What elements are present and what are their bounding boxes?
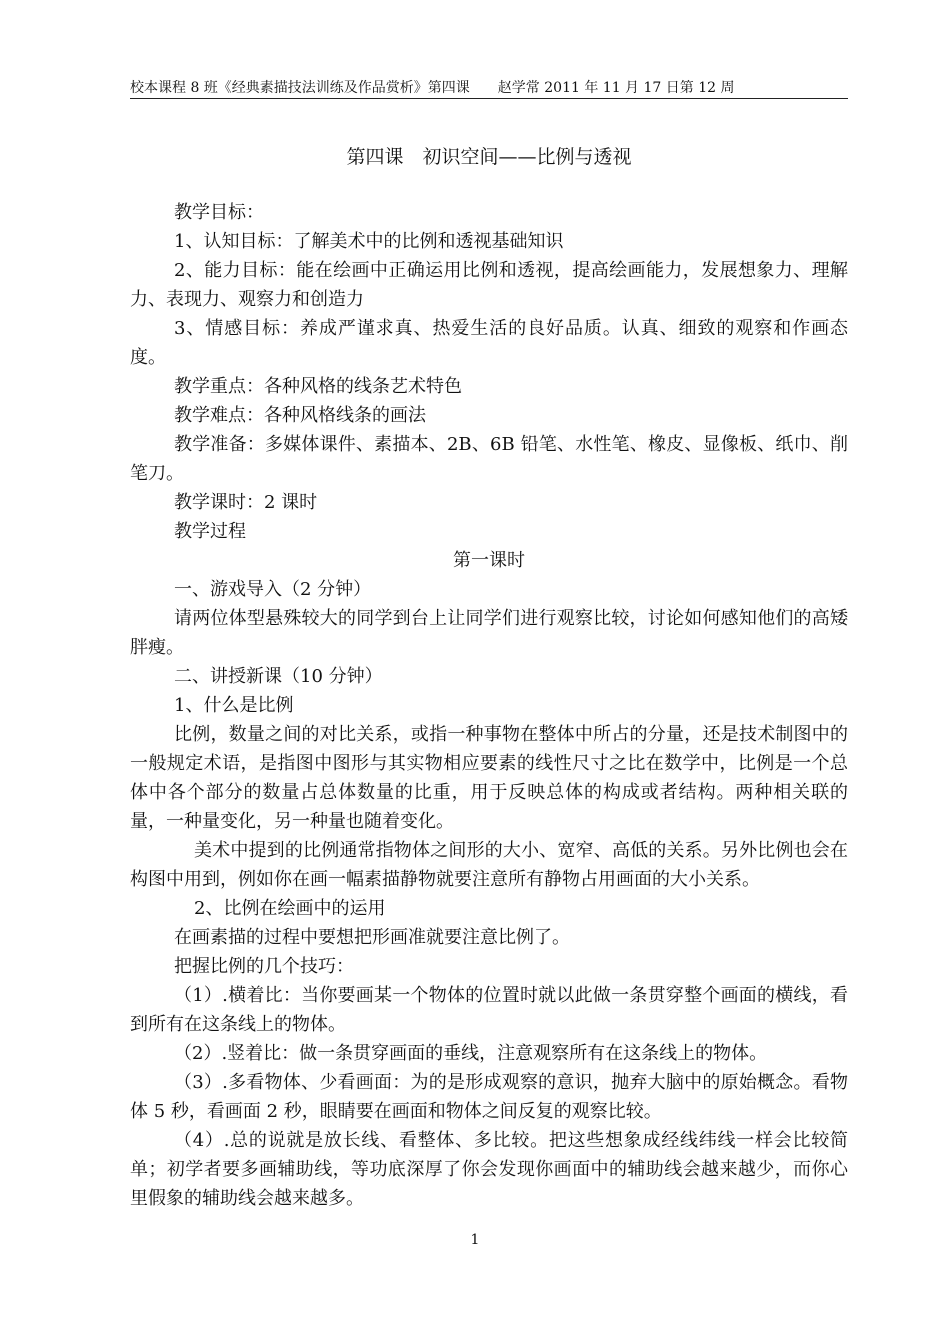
game-intro-text: 请两位体型悬殊较大的同学到台上让同学们进行观察比较，讨论如何感知他们的高矮胖瘦。 [130, 608, 848, 658]
proportion-in-art: 美术中提到的比例通常指物体之间形的大小、宽窄、高低的关系。另外比例也会在构图中用到，例如你在画一幅素描静物就要注意所有静物占用画面的大小关系。 [130, 840, 848, 890]
page-header: 校本课程 8 班《经典素描技法训练及作品赏析》第四课 赵学常 2011 年 11 月 17 日第 12 周 [130, 80, 735, 96]
lesson-title: 第四课 初识空间——比例与透视 [346, 146, 632, 168]
difficult-point: 教学难点：各种风格线条的画法 [174, 405, 426, 426]
key-point: 教学重点：各种风格的线条艺术特色 [174, 376, 462, 397]
document-body [130, 198, 848, 1213]
section-new-lesson: 二、讲授新课（10 分钟） [174, 666, 383, 687]
goal-cognitive: 1、认知目标：了解美术中的比例和透视基础知识 [174, 231, 564, 252]
section-game-intro: 一、游戏导入（2 分钟） [174, 579, 372, 600]
header-divider [130, 98, 848, 99]
subheading-proportion-usage: 2、比例在绘画中的运用 [194, 898, 386, 919]
first-period-heading: 第一课时 [453, 550, 525, 571]
preparation: 教学准备：多媒体课件、素描本、2B、6B 铅笔、水性笔、橡皮、显像板、纸巾、削笔刀。 [130, 434, 848, 484]
subheading-what-is-proportion: 1、什么是比例 [174, 695, 294, 716]
tips-heading: 把握比例的几个技巧： [174, 956, 354, 977]
tip-horizontal: （1）.横着比：当你要画某一个物体的位置时就以此做一条贯穿整个画面的横线，看到所有在这条线上的物体。 [130, 985, 848, 1035]
class-hours: 教学课时：2 课时 [174, 492, 318, 513]
goal-ability: 2、能力目标：能在绘画中正确运用比例和透视，提高绘画能力，发展想象力、理解力、表现力、观察力和创造力 [130, 260, 848, 310]
tip-vertical: （2）.竖着比：做一条贯穿画面的垂线，注意观察所有在这条线上的物体。 [174, 1043, 768, 1064]
process-heading: 教学过程 [174, 521, 246, 542]
page-number: 1 [470, 1232, 480, 1248]
goal-emotion: 3、情感目标：养成严谨求真、热爱生活的良好品质。认真、细致的观察和作画态度。 [130, 318, 848, 368]
goals-heading: 教学目标： [174, 202, 264, 223]
proportion-definition: 比例，数量之间的对比关系，或指一种事物在整体中所占的分量，还是技术制图中的一般规定术语，是指图中图形与其实物相应要素的线性尺寸之比在数学中，比例是一个总体中各个部分的数量占总体数量的比重，用于反映总体的构成或者结构。两种相关联的量，一种量变化，另一种量也随着变化。 [130, 724, 848, 832]
tip-observe: （3）.多看物体、少看画面：为的是形成观察的意识，抛弃大脑中的原始概念。看物体 5 秒，看画面 2 秒，眼睛要在画面和物体之间反复的观察比较。 [130, 1072, 848, 1122]
tip-summary: （4）.总的说就是放长线、看整体、多比较。把这些想象成经线纬线一样会比较简单；初学者要多画辅助线，等功底深厚了你会发现你画面中的辅助线会越来越少，而你心里假象的辅助线会越来越多。 [130, 1130, 848, 1209]
usage-intro: 在画素描的过程中要想把形画准就要注意比例了。 [174, 927, 570, 948]
